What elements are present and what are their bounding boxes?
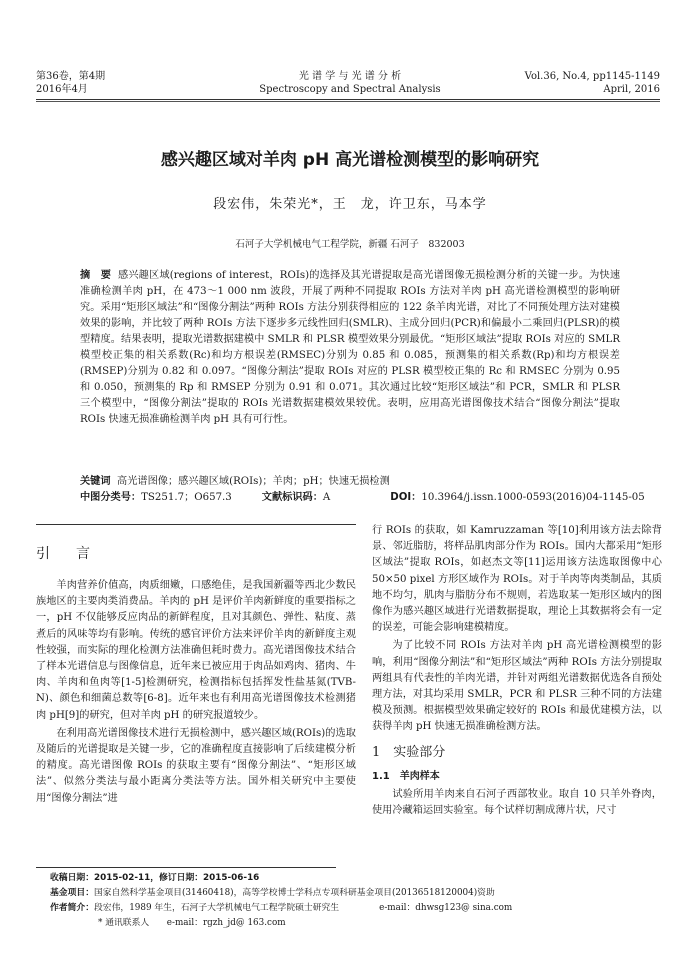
doi-value: 10.3964/j.issn.1000-0593(2016)04-1145-05	[421, 492, 645, 503]
author-list: 段宏伟，朱荣光*，王 龙，许卫东，马本学	[213, 197, 487, 212]
bio-text: 段宏伟，1989 年生，石河子大学机械电气工程学院硕士研究生	[94, 903, 340, 913]
running-header-left	[36, 70, 105, 96]
bio-email: e-mail：dhwsg123@ sina.com	[379, 903, 513, 913]
volume-pages: Vol.36, No.4, pp1145-1149	[524, 71, 660, 82]
footnote-dates	[50, 871, 670, 886]
paper-title: 感兴趣区域对羊肉 pH 高光谱检测模型的影响研究	[160, 150, 540, 170]
doc-code-value: A	[322, 492, 331, 503]
fund-label: 基金项目：	[50, 888, 94, 898]
intro-paragraph-2-cont: 行 ROIs 的获取，如 Kamruzzaman 等[10]利用该方法去除背景、邻近脂肪，将样品肌肉部分作为 ROIs。国内大都采用“矩形区域法”提取 ROIs，如赵杰文等[11]运用该方法选取图像中心 50×50 pixel 方形区域作为 ROIs。对于羊肉等肉类制品，其质地不均匀，肌肉与脂肪分布不规则，若选取某一矩形区域内的图像作为感兴趣区域进行光谱数据提取，理论上其数据将会有一定的误差，可能会影响建模精度。	[372, 525, 662, 634]
abstract	[80, 268, 620, 428]
running-header-center	[250, 70, 450, 96]
clc-label: 中图分类号：	[80, 492, 142, 503]
publication-date-en: April, 2016	[603, 84, 660, 95]
header-rule	[36, 99, 660, 100]
footnote	[50, 871, 670, 931]
right-column	[372, 523, 662, 819]
intro-paragraph-2: 在利用高光谱图像技术进行无损检测中，感兴趣区域(ROIs)的选取及随后的光谱提取是关键一步，它的准确程度直接影响了后续建模分析的精度。高光谱图像 ROIs 的获取主要有“图像分割法”、“矩形区域法”、似然分类法与最小距离分类法等方法。国外相关研究中主要使用“图像分割法”进	[36, 727, 356, 804]
keywords-label: 关键词	[80, 476, 111, 487]
journal-title-cn: 光 谱 学 与 光 谱 分 析	[298, 71, 402, 82]
section-1-heading: 1 实验部分	[372, 744, 446, 760]
footnote-fund	[50, 886, 670, 901]
abstract-text: 感兴趣区域(regions of interest，ROIs)的选择及其光谱提取是高光谱图像无损检测分析的关键一步。为快速准确检测羊肉 pH，在 473～1 000 nm 波段，开展了两种不同提取 ROIs 方法对羊肉 pH 高光谱检测模型的影响研究。采用“矩形区域法”和“图像分割法”两种 ROIs 方法分别获得相应的 122 条羊肉光谱，对比了不同预处理方法对建模效果的影响，并比较了两种 ROIs 方法下逐步多元线性回归(SMLR)、主成分回归(PCR)和偏最小二乘回归(PLSR)的模型精度。结果表明，提取光谱数据建模中 SMLR 和 PLSR 模型效果分别最优。“矩形区域法”提取 ROIs 对应的 SMLR 模型校正集的相关系数(Rc)和均方根误差(RMSEC)分别为 0.85 和 0.085，预测集的相关系数(Rp)和均方根误差(RMSEP)分别为 0.82 和 0.097。“图像分割法”提取 ROIs 对应的 PLSR 模型校正集的 Rc 和 RMSEC 分别为 0.95 和 0.050，预测集的 Rp 和 RMSEP 分别为 0.91 和 0.071。其次通过比较“矩形区域法”和 PCR，SMLR 和 PLSR 三个模型中，“图像分割法”提取的 ROIs 光谱数据建模效果较优。表明，应用高光谱图像技术结合“图像分割法”提取 ROIs 快速无损准确检测羊肉 pH 具有可行性。	[80, 270, 621, 425]
section-1-1-paragraph: 试验所用羊肉来自石河子西部牧业。取自 10 只羊外脊肉，使用冷藏箱运回实验室。每个试样切割成薄片状，尺寸	[372, 789, 662, 817]
keywords-text: 高光谱图像；感兴趣区域(ROIs)；羊肉；pH；快速无损检测	[117, 476, 390, 487]
doc-code-label: 文献标识码：	[261, 492, 323, 503]
publication-date: 2016年4月	[36, 84, 88, 95]
doi-label: DOI：	[390, 492, 422, 503]
clc-value: TS251.7；O657.3	[141, 492, 232, 503]
footnote-bio	[50, 901, 670, 916]
left-column	[36, 578, 356, 807]
classification-line	[80, 490, 645, 506]
intro-paragraph-3: 为了比较不同 ROIs 方法对羊肉 pH 高光谱检测模型的影响，利用“图像分割法”和“矩形区域法”两种 ROIs 方法分别提取两组具有代表性的羊肉光谱，并针对两组光谱数据优选各自预处理方法，对其均采用 SMLR，PCR 和 PLSR 三种不同的方法建模及预测。根据模型效果确定较好的 ROIs 和最优建模方法，以获得羊肉 pH 快速无损准确检测方法。	[372, 640, 662, 733]
intro-heading: 引 言	[36, 546, 96, 562]
bio-label: 作者简介：	[50, 903, 94, 913]
fund-text: 国家自然科学基金项目(31460418)，高等学校博士学科点专项科研基金项目(20136518120004)资助	[94, 888, 495, 898]
received-dates: 收稿日期：2015-02-11，修订日期：2015-06-16	[50, 873, 260, 883]
volume-issue: 第36卷，第4期	[36, 71, 106, 82]
keywords	[80, 474, 620, 490]
header-rule-thin	[36, 101, 660, 102]
abstract-label: 摘 要	[80, 270, 112, 281]
journal-title-en: Spectroscopy and Spectral Analysis	[259, 84, 441, 95]
running-header-right	[525, 70, 660, 96]
affiliation: 石河子大学机械电气工程学院，新疆 石河子 832003	[235, 239, 465, 250]
footnote-rule	[36, 867, 336, 868]
corresponding-author: * 通讯联系人 e-mail：rgzh_jd@ 163.com	[98, 918, 286, 928]
section-rule	[36, 524, 356, 525]
section-1-1-heading: 1.1 羊肉样本	[372, 770, 440, 782]
intro-paragraph-1: 羊肉营养价值高，肉质细嫩，口感绝佳，是我国新疆等西北少数民族地区的主要肉类消费品。羊肉的 pH 是评价羊肉新鲜度的重要指标之一，pH 不仅能够反应肉品的新鲜程度，且对其颜色、弹性、粘度、蒸煮后的风味等均有影响。传统的感官评价方法来评价羊肉的新鲜度主观性较强，而实际的理化检测方法准确但耗时费力。高光谱图像技术结合了样本光谱信息与图像信息，近年来已被应用于肉品如鸡肉、猪肉、牛肉、羊肉和鱼肉等[1-5]检测研究，检测指标包括挥发性盐基氮(TVB-N)、颜色和细菌总数等[6-8]。近年来也有利用高光谱图像技术检测猪肉 pH[9]的研究，但对羊肉 pH 的研究报道较少。	[36, 580, 356, 721]
